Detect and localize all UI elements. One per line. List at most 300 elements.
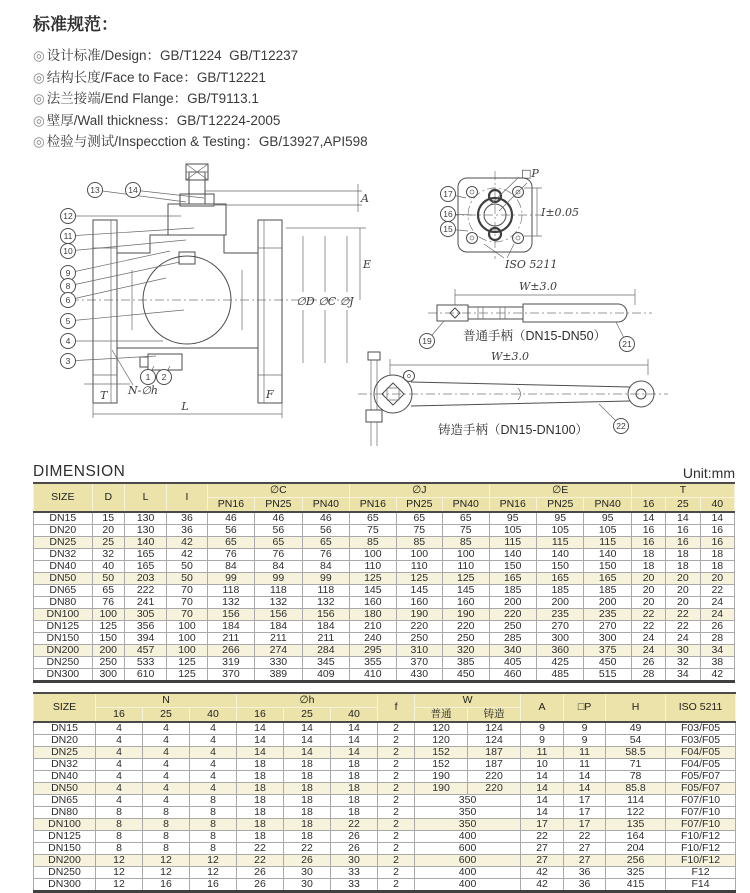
value-cell: 18 bbox=[237, 759, 284, 771]
value-cell: 8 bbox=[96, 831, 143, 843]
callout-21 bbox=[616, 322, 635, 352]
value-cell: 204 bbox=[606, 843, 666, 855]
value-cell: 46 bbox=[207, 512, 254, 525]
table-row bbox=[34, 783, 736, 795]
value-cell: 46 bbox=[302, 512, 349, 525]
value-cell: 28 bbox=[700, 633, 734, 645]
table-row bbox=[34, 585, 735, 597]
value-cell: 100 bbox=[443, 549, 489, 561]
value-cell: 8 bbox=[190, 843, 237, 855]
cast-handle-caption: 铸造手柄（DN15-DN100） bbox=[438, 423, 589, 437]
value-cell: 250 bbox=[396, 633, 442, 645]
value-cell: 14 bbox=[284, 735, 331, 747]
table-row bbox=[34, 879, 736, 892]
value-cell: 85 bbox=[350, 537, 396, 549]
value-cell: 8 bbox=[143, 843, 190, 855]
dim-label-t: T bbox=[100, 389, 108, 402]
svg-text:5: 5 bbox=[65, 316, 71, 326]
column-header: I bbox=[167, 483, 207, 512]
value-cell: 22 bbox=[666, 609, 700, 621]
table-row bbox=[34, 867, 736, 879]
dim-label-i-tolerance: I±0.05 bbox=[541, 206, 580, 219]
value-cell: 85.8 bbox=[606, 783, 666, 795]
value-cell: 150 bbox=[489, 561, 536, 573]
value-cell: 14 bbox=[284, 722, 331, 735]
value-cell: 250 bbox=[443, 633, 489, 645]
column-header: PN25 bbox=[536, 498, 583, 513]
value-cell: 18 bbox=[700, 561, 734, 573]
value-cell: 4 bbox=[96, 722, 143, 735]
svg-text:19: 19 bbox=[422, 336, 432, 346]
value-cell: 350 bbox=[415, 807, 521, 819]
value-cell: 84 bbox=[302, 561, 349, 573]
value-cell: 4 bbox=[143, 735, 190, 747]
value-cell: 425 bbox=[536, 657, 583, 669]
value-cell: 76 bbox=[92, 597, 124, 609]
value-cell: 18 bbox=[284, 819, 331, 831]
value-cell: 4 bbox=[96, 783, 143, 795]
value-cell: 410 bbox=[350, 669, 396, 682]
value-cell: 18 bbox=[237, 831, 284, 843]
value-cell: 200 bbox=[489, 597, 536, 609]
value-cell: 4 bbox=[96, 735, 143, 747]
value-cell: 70 bbox=[167, 609, 207, 621]
callout-22 bbox=[599, 404, 629, 434]
column-header: ∅E bbox=[489, 483, 631, 498]
value-cell: 65 bbox=[207, 537, 254, 549]
value-cell: 32 bbox=[666, 657, 700, 669]
callout-10 bbox=[61, 240, 187, 259]
value-cell: 100 bbox=[350, 549, 396, 561]
value-cell: 56 bbox=[207, 525, 254, 537]
value-cell: F04/F05 bbox=[666, 759, 736, 771]
value-cell: 124 bbox=[468, 735, 521, 747]
value-cell: 330 bbox=[255, 657, 302, 669]
value-cell: 70 bbox=[167, 597, 207, 609]
bolt-handle-dimension-table bbox=[33, 692, 736, 893]
value-cell: 2 bbox=[378, 867, 415, 879]
value-cell: 122 bbox=[606, 807, 666, 819]
value-cell: 125 bbox=[396, 573, 442, 585]
size-cell: DN25 bbox=[34, 537, 93, 549]
column-header: 25 bbox=[284, 708, 331, 723]
value-cell: 4 bbox=[190, 722, 237, 735]
value-cell: 241 bbox=[124, 597, 166, 609]
value-cell: F07/F10 bbox=[666, 795, 736, 807]
value-cell: 164 bbox=[606, 831, 666, 843]
value-cell: 130 bbox=[124, 512, 166, 525]
column-header: 16 bbox=[237, 708, 284, 723]
size-cell: DN25 bbox=[34, 747, 96, 759]
value-cell: 450 bbox=[584, 657, 631, 669]
size-cell: DN50 bbox=[34, 783, 96, 795]
value-cell: 300 bbox=[584, 633, 631, 645]
value-cell: 14 bbox=[284, 747, 331, 759]
table-row bbox=[34, 573, 735, 585]
value-cell: 27 bbox=[521, 855, 564, 867]
value-cell: 165 bbox=[124, 549, 166, 561]
value-cell: 222 bbox=[124, 585, 166, 597]
bullet-icon: ◎ bbox=[33, 112, 45, 128]
value-cell: 180 bbox=[350, 609, 396, 621]
value-cell: 14 bbox=[521, 771, 564, 783]
value-cell: 2 bbox=[378, 831, 415, 843]
value-cell: 2 bbox=[378, 819, 415, 831]
value-cell: 22 bbox=[237, 843, 284, 855]
column-header: 16 bbox=[631, 498, 665, 513]
value-cell: 65 bbox=[255, 537, 302, 549]
value-cell: 22 bbox=[631, 609, 665, 621]
value-cell: 18 bbox=[331, 807, 378, 819]
size-cell: DN15 bbox=[34, 722, 96, 735]
value-cell: 211 bbox=[255, 633, 302, 645]
value-cell: F07/F10 bbox=[666, 819, 736, 831]
value-cell: 50 bbox=[167, 561, 207, 573]
value-cell: 256 bbox=[606, 855, 666, 867]
value-cell: 240 bbox=[350, 633, 396, 645]
value-cell: 22 bbox=[700, 585, 734, 597]
value-cell: 270 bbox=[536, 621, 583, 633]
value-cell: F05/F07 bbox=[666, 771, 736, 783]
value-cell: 350 bbox=[415, 819, 521, 831]
value-cell: 132 bbox=[302, 597, 349, 609]
value-cell: 310 bbox=[396, 645, 442, 657]
value-cell: 325 bbox=[606, 867, 666, 879]
value-cell: 85 bbox=[396, 537, 442, 549]
bullet-icon: ◎ bbox=[33, 134, 45, 149]
value-cell: 46 bbox=[255, 512, 302, 525]
column-header: D bbox=[92, 483, 124, 512]
value-cell: 22 bbox=[666, 621, 700, 633]
dim-label-w1: W±3.0 bbox=[518, 280, 558, 293]
iso5211-label: ISO 5211 bbox=[505, 258, 558, 271]
value-cell: 95 bbox=[584, 512, 631, 525]
size-cell: DN65 bbox=[34, 795, 96, 807]
svg-text:22: 22 bbox=[616, 421, 626, 431]
value-cell: 42 bbox=[167, 549, 207, 561]
value-cell: 24 bbox=[700, 597, 734, 609]
value-cell: 65 bbox=[443, 512, 489, 525]
value-cell: 190 bbox=[396, 609, 442, 621]
size-cell: DN125 bbox=[34, 831, 96, 843]
value-cell: 250 bbox=[92, 657, 124, 669]
value-cell: 285 bbox=[489, 633, 536, 645]
value-cell: 118 bbox=[255, 585, 302, 597]
value-cell: 34 bbox=[666, 669, 700, 682]
table-row bbox=[34, 645, 735, 657]
value-cell: 4 bbox=[143, 747, 190, 759]
value-cell: 18 bbox=[331, 783, 378, 795]
value-cell: 27 bbox=[564, 843, 606, 855]
value-cell: 18 bbox=[284, 807, 331, 819]
value-cell: 9 bbox=[521, 735, 564, 747]
value-cell: 36 bbox=[564, 879, 606, 892]
value-cell: 115 bbox=[584, 537, 631, 549]
svg-text:8: 8 bbox=[65, 281, 71, 291]
value-cell: 132 bbox=[207, 597, 254, 609]
value-cell: 220 bbox=[443, 621, 489, 633]
value-cell: 26 bbox=[237, 867, 284, 879]
value-cell: 156 bbox=[255, 609, 302, 621]
value-cell: 200 bbox=[584, 597, 631, 609]
callout-17 bbox=[441, 187, 467, 202]
value-cell: 18 bbox=[284, 783, 331, 795]
value-cell: 34 bbox=[700, 645, 734, 657]
value-cell: 125 bbox=[350, 573, 396, 585]
value-cell: 22 bbox=[284, 843, 331, 855]
svg-text:17: 17 bbox=[443, 189, 453, 199]
value-cell: 165 bbox=[536, 573, 583, 585]
value-cell: 20 bbox=[631, 585, 665, 597]
table-row bbox=[34, 549, 735, 561]
value-cell: 36 bbox=[167, 525, 207, 537]
table-row bbox=[34, 807, 736, 819]
value-cell: 27 bbox=[521, 843, 564, 855]
value-cell: 110 bbox=[350, 561, 396, 573]
column-header: L bbox=[124, 483, 166, 512]
value-cell: 132 bbox=[255, 597, 302, 609]
dim-label-w2: W±3.0 bbox=[490, 350, 530, 363]
size-cell: DN20 bbox=[34, 525, 93, 537]
column-header: PN16 bbox=[207, 498, 254, 513]
column-header: SIZE bbox=[34, 693, 96, 722]
svg-text:9: 9 bbox=[65, 268, 71, 278]
value-cell: 26 bbox=[631, 657, 665, 669]
value-cell: 14 bbox=[700, 512, 734, 525]
dimension-header bbox=[33, 463, 735, 481]
value-cell: 71 bbox=[606, 759, 666, 771]
value-cell: 84 bbox=[207, 561, 254, 573]
value-cell: 70 bbox=[167, 585, 207, 597]
value-cell: 185 bbox=[536, 585, 583, 597]
table-row bbox=[34, 525, 735, 537]
column-header: PN25 bbox=[255, 498, 302, 513]
table-row bbox=[34, 512, 735, 525]
value-cell: 9 bbox=[564, 722, 606, 735]
value-cell: 320 bbox=[443, 645, 489, 657]
value-cell: 100 bbox=[167, 633, 207, 645]
unit-label: Unit:mm bbox=[682, 465, 735, 481]
value-cell: 145 bbox=[396, 585, 442, 597]
value-cell: 2 bbox=[378, 771, 415, 783]
column-header: H bbox=[606, 693, 666, 722]
table-row bbox=[34, 831, 736, 843]
value-cell: 8 bbox=[190, 831, 237, 843]
size-cell: DN40 bbox=[34, 771, 96, 783]
value-cell: 4 bbox=[96, 759, 143, 771]
svg-text:14: 14 bbox=[128, 185, 138, 195]
value-cell: 2 bbox=[378, 855, 415, 867]
value-cell: 50 bbox=[167, 573, 207, 585]
table-row bbox=[34, 759, 736, 771]
value-cell: 24 bbox=[631, 633, 665, 645]
value-cell: 12 bbox=[96, 867, 143, 879]
value-cell: 266 bbox=[207, 645, 254, 657]
value-cell: 405 bbox=[489, 657, 536, 669]
value-cell: 110 bbox=[443, 561, 489, 573]
value-cell: 78 bbox=[606, 771, 666, 783]
value-cell: 18 bbox=[237, 819, 284, 831]
value-cell: 145 bbox=[443, 585, 489, 597]
value-cell: 16 bbox=[190, 879, 237, 892]
value-cell: 4 bbox=[190, 747, 237, 759]
value-cell: 140 bbox=[536, 549, 583, 561]
column-header: T bbox=[631, 483, 734, 498]
column-header: ISO 5211 bbox=[666, 693, 736, 722]
svg-text:6: 6 bbox=[65, 295, 71, 305]
value-cell: 15 bbox=[92, 512, 124, 525]
value-cell: 150 bbox=[536, 561, 583, 573]
value-cell: 42 bbox=[700, 669, 734, 682]
value-cell: 16 bbox=[700, 525, 734, 537]
value-cell: 10 bbox=[521, 759, 564, 771]
value-cell: 150 bbox=[584, 561, 631, 573]
value-cell: 12 bbox=[143, 867, 190, 879]
dimension-title: DIMENSION bbox=[33, 463, 126, 480]
value-cell: 18 bbox=[237, 795, 284, 807]
value-cell: 135 bbox=[606, 819, 666, 831]
value-cell: 24 bbox=[631, 645, 665, 657]
value-cell: 32 bbox=[92, 549, 124, 561]
standards-section bbox=[33, 10, 723, 153]
bullet-icon: ◎ bbox=[33, 48, 45, 63]
value-cell: F03/F05 bbox=[666, 735, 736, 747]
value-cell: 20 bbox=[631, 597, 665, 609]
size-cell: DN100 bbox=[34, 609, 93, 621]
value-cell: 187 bbox=[468, 759, 521, 771]
value-cell: 16 bbox=[631, 537, 665, 549]
value-cell: 4 bbox=[190, 783, 237, 795]
value-cell: 187 bbox=[468, 747, 521, 759]
value-cell: 85 bbox=[443, 537, 489, 549]
value-cell: 84 bbox=[255, 561, 302, 573]
value-cell: 145 bbox=[350, 585, 396, 597]
column-header: ∅h bbox=[237, 693, 378, 708]
value-cell: 9 bbox=[521, 722, 564, 735]
value-cell: 300 bbox=[92, 669, 124, 682]
bullet-icon: ◎ bbox=[33, 69, 45, 85]
value-cell: 17 bbox=[564, 807, 606, 819]
value-cell: 385 bbox=[443, 657, 489, 669]
value-cell: 2 bbox=[378, 747, 415, 759]
standard-line: ◎ 法兰接端/End Flange：GB/T9113.1 bbox=[33, 91, 259, 106]
value-cell: 22 bbox=[521, 831, 564, 843]
value-cell: 36 bbox=[167, 512, 207, 525]
column-header: PN25 bbox=[396, 498, 442, 513]
value-cell: F03/F05 bbox=[666, 722, 736, 735]
value-cell: 375 bbox=[584, 645, 631, 657]
value-cell: 18 bbox=[666, 549, 700, 561]
callout-16 bbox=[441, 207, 473, 222]
table-row bbox=[34, 747, 736, 759]
table-row bbox=[34, 621, 735, 633]
value-cell: 14 bbox=[564, 771, 606, 783]
value-cell: 14 bbox=[631, 512, 665, 525]
size-cell: DN250 bbox=[34, 867, 96, 879]
value-cell: 56 bbox=[302, 525, 349, 537]
table-row bbox=[34, 855, 736, 867]
table-row bbox=[34, 843, 736, 855]
value-cell: 12 bbox=[96, 855, 143, 867]
value-cell: 11 bbox=[564, 759, 606, 771]
value-cell: 356 bbox=[124, 621, 166, 633]
value-cell: 2 bbox=[378, 735, 415, 747]
value-cell: 220 bbox=[468, 771, 521, 783]
value-cell: 12 bbox=[190, 855, 237, 867]
callout-14 bbox=[126, 183, 205, 199]
column-header: PN40 bbox=[584, 498, 631, 513]
value-cell: 30 bbox=[284, 879, 331, 892]
value-cell: 250 bbox=[489, 621, 536, 633]
value-cell: 16 bbox=[700, 537, 734, 549]
value-cell: 184 bbox=[302, 621, 349, 633]
value-cell: 4 bbox=[143, 795, 190, 807]
value-cell: 305 bbox=[124, 609, 166, 621]
value-cell: 120 bbox=[415, 722, 468, 735]
column-header: f bbox=[378, 693, 415, 722]
value-cell: 4 bbox=[190, 759, 237, 771]
value-cell: F12 bbox=[666, 867, 736, 879]
value-cell: 18 bbox=[237, 807, 284, 819]
value-cell: 8 bbox=[143, 807, 190, 819]
value-cell: 18 bbox=[237, 771, 284, 783]
value-cell: 120 bbox=[415, 735, 468, 747]
column-header: N bbox=[96, 693, 237, 708]
value-cell: 18 bbox=[284, 771, 331, 783]
value-cell: 118 bbox=[302, 585, 349, 597]
callout-3 bbox=[61, 354, 157, 369]
value-cell: 200 bbox=[92, 645, 124, 657]
value-cell: 17 bbox=[564, 819, 606, 831]
value-cell: 140 bbox=[584, 549, 631, 561]
size-cell: DN150 bbox=[34, 633, 93, 645]
value-cell: 16 bbox=[143, 879, 190, 892]
value-cell: 4 bbox=[143, 783, 190, 795]
value-cell: 370 bbox=[207, 669, 254, 682]
value-cell: 11 bbox=[521, 747, 564, 759]
value-cell: F10/F12 bbox=[666, 843, 736, 855]
value-cell: 12 bbox=[96, 879, 143, 892]
iso5211-pad-view bbox=[450, 167, 579, 271]
value-cell: 26 bbox=[237, 879, 284, 892]
svg-text:3: 3 bbox=[65, 356, 71, 366]
column-header: PN16 bbox=[489, 498, 536, 513]
value-cell: 8 bbox=[190, 819, 237, 831]
value-cell: 24 bbox=[700, 609, 734, 621]
dim-label-e: E bbox=[363, 258, 372, 271]
value-cell: 2 bbox=[378, 795, 415, 807]
value-cell: 2 bbox=[378, 843, 415, 855]
value-cell: 42 bbox=[167, 537, 207, 549]
value-cell: 515 bbox=[584, 669, 631, 682]
value-cell: 130 bbox=[124, 525, 166, 537]
value-cell: 30 bbox=[331, 855, 378, 867]
value-cell: 18 bbox=[237, 783, 284, 795]
value-cell: 30 bbox=[666, 645, 700, 657]
svg-text:2: 2 bbox=[161, 372, 167, 382]
value-cell: 14 bbox=[521, 783, 564, 795]
table-row bbox=[34, 597, 735, 609]
svg-text:15: 15 bbox=[443, 224, 453, 234]
table-row bbox=[34, 609, 735, 621]
value-cell: 33 bbox=[331, 867, 378, 879]
value-cell: 8 bbox=[190, 807, 237, 819]
svg-text:10: 10 bbox=[63, 246, 73, 256]
dim-label-l: L bbox=[181, 400, 189, 413]
value-cell: 185 bbox=[584, 585, 631, 597]
size-cell: DN50 bbox=[34, 573, 93, 585]
valve-section-view bbox=[70, 164, 371, 418]
